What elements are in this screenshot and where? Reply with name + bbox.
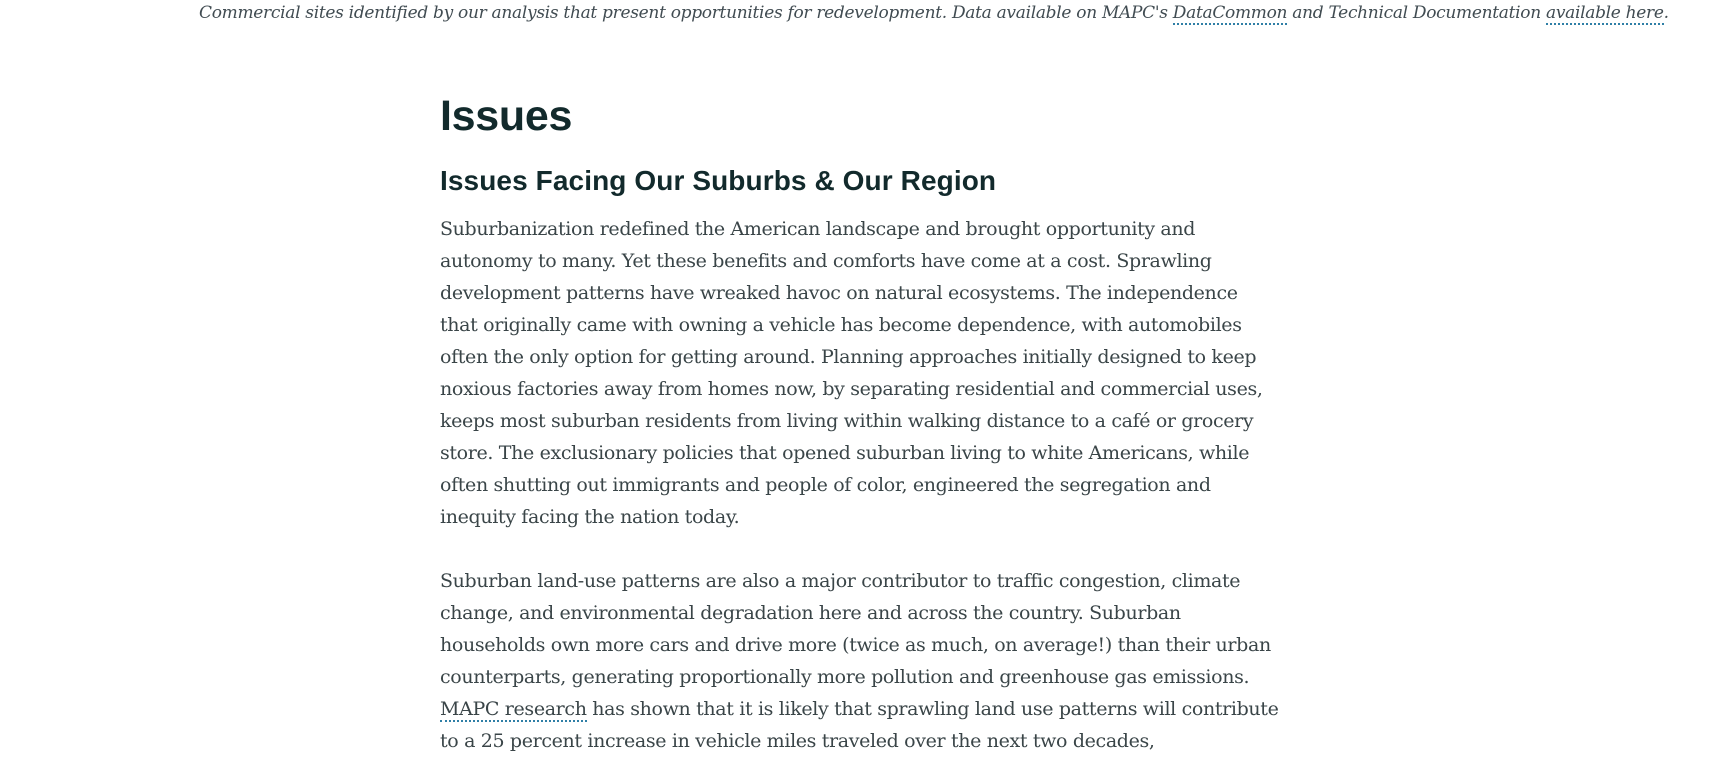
mapc-research-link[interactable]: MAPC research: [440, 698, 587, 720]
paragraph-text: has shown that it is likely that sprawling land use patterns will contribute to a 25 percent increase in vehicle miles traveled over the next two decades,: [440, 698, 1279, 752]
page-title: Issues: [440, 92, 573, 140]
caption-text: .: [1663, 3, 1669, 23]
paragraph: [440, 565, 1280, 757]
figure-caption: [199, 0, 1669, 26]
caption-text: Commercial sites identified by our analysis that present opportunities for redevelopment. Data available on MAPC's: [199, 3, 1173, 23]
paragraph: Suburbanization redefined the American landscape and brought opportunity and autonomy to many. Yet these benefits and comforts have come at a cost. Sprawling development patterns have wreaked havoc on natural ecosystems. The independence that originally came with owning a vehicle has become dependence, with automobiles often the only option for getting around. Planning approaches initially designed to keep noxious factories away from homes now, by separating residential and commercial uses, keeps most suburban residents from living within walking distance to a café or grocery store. The exclusionary policies that opened suburban living to white Americans, while often shutting out immigrants and people of color, engineered the segregation and inequity facing the nation today.: [440, 218, 1263, 528]
paragraph-text: Suburban land-use patterns are also a major contributor to traffic congestion, climate change, and environmental degradation here and across the country. Suburban households own more cars and drive more (twice as much, on average!) than their urban counterparts, generating proportionally more pollution and greenhouse gas emissions.: [440, 570, 1271, 688]
section-title: Issues Facing Our Suburbs & Our Region: [440, 165, 997, 196]
caption-text: and Technical Documentation: [1287, 3, 1546, 23]
article-content: [440, 86, 1280, 757]
technical-documentation-link[interactable]: available here: [1545, 3, 1664, 23]
datacommon-link[interactable]: DataCommon: [1172, 3, 1288, 23]
